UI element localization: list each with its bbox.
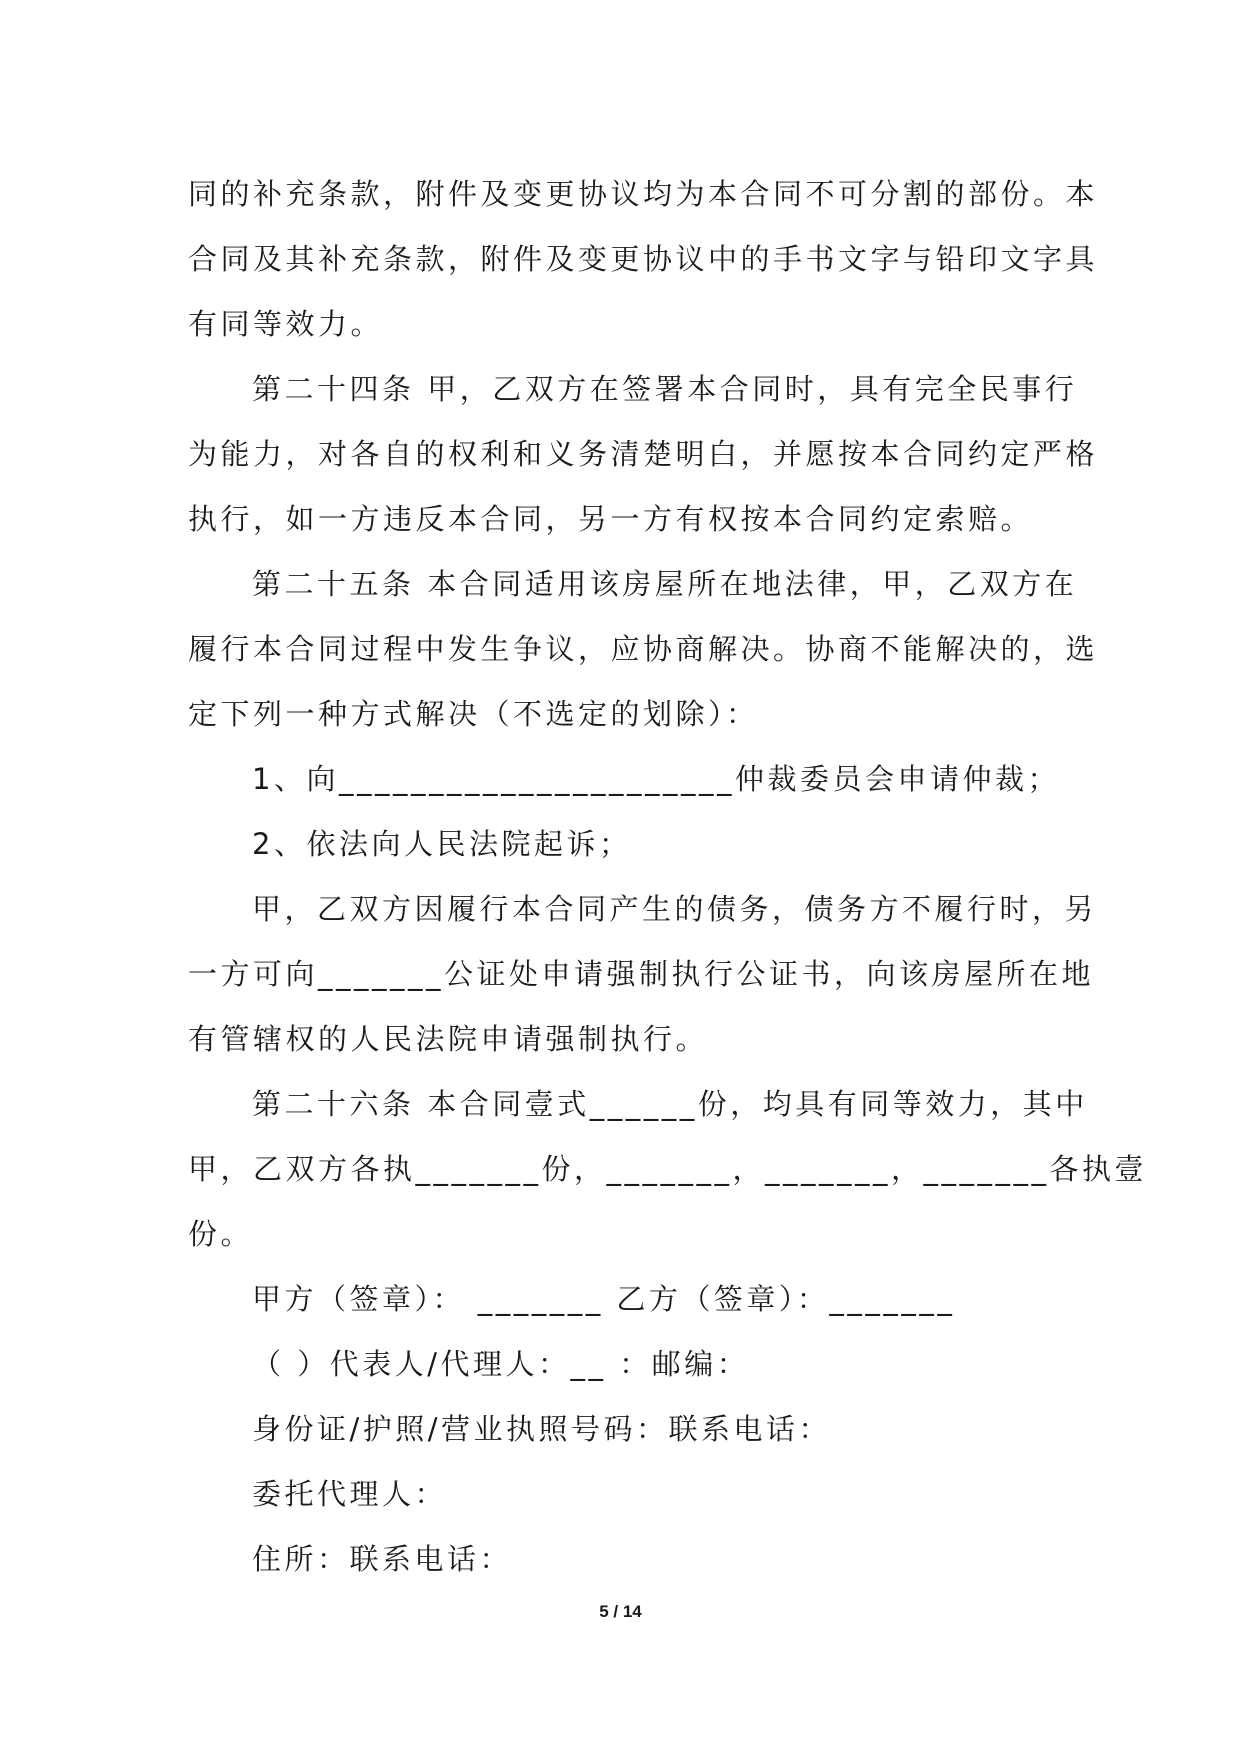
clause-26-heading-line: 第二十六条 本合同壹式______份，均具有同等效力，其中 — [252, 1087, 1088, 1121]
text-line: 有同等效力。 — [188, 307, 384, 341]
representative-line: （ ）代表人/代理人：__ ：邮编： — [252, 1347, 750, 1381]
agent-line: 委托代理人： — [252, 1477, 448, 1511]
text-line: 同的补充条款，附件及变更协议均为本合同不可分割的部份。本 — [188, 177, 1099, 211]
clause-25-heading-line: 第二十五条 本合同适用该房屋所在地法律，甲，乙双方在 — [252, 567, 1078, 601]
text-line: 合同及其补充条款，附件及变更协议中的手书文字与铅印文字具 — [188, 242, 1099, 276]
text-line: 甲，乙双方各执_______份，_______，_______，_______各执壹 — [188, 1152, 1148, 1186]
option-2-line: 2、依法向人民法院起诉； — [252, 827, 632, 861]
text-line: 甲，乙双方因履行本合同产生的债务，债务方不履行时，另 — [252, 892, 1098, 926]
option-1-line: 1、向______________________仲裁委员会申请仲裁； — [252, 762, 1060, 796]
text-line: 执行，如一方违反本合同，另一方有权按本合同约定索赔。 — [188, 502, 1034, 536]
id-number-line: 身份证/护照/营业执照号码：联系电话： — [252, 1412, 832, 1446]
text-line: 一方可向_______公证处申请强制执行公证书，向该房屋所在地 — [188, 957, 1095, 991]
text-line: 有管辖权的人民法院申请强制执行。 — [188, 1022, 709, 1056]
page-number: 5 / 14 — [599, 1602, 642, 1621]
address-line: 住所：联系电话： — [252, 1542, 513, 1576]
text-line: 为能力，对各自的权利和义务清楚明白，并愿按本合同约定严格 — [188, 437, 1099, 471]
text-line: 定下列一种方式解决（不选定的划除）： — [188, 697, 759, 731]
text-line: 履行本合同过程中发生争议，应协商解决。协商不能解决的，选 — [188, 632, 1099, 666]
document-body — [188, 162, 1148, 1592]
clause-24-heading-line: 第二十四条 甲，乙双方在签署本合同时，具有完全民事行 — [252, 372, 1078, 406]
text-line: 份。 — [188, 1217, 254, 1251]
signature-line: 甲方（签章）： _______ 乙方（签章）：_______ — [252, 1282, 956, 1316]
